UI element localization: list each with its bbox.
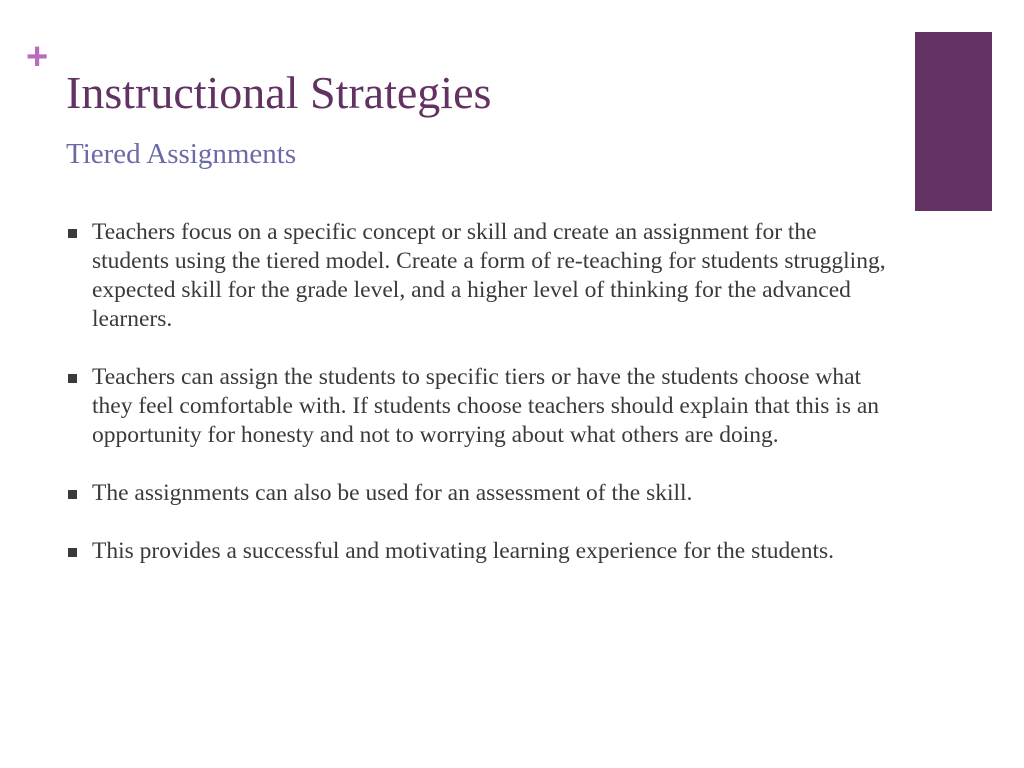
bullet-list	[68, 218, 888, 595]
square-bullet-icon	[68, 490, 77, 499]
slide-subtitle: Tiered Assignments	[66, 138, 297, 170]
bullet-text: This provides a successful and motivating learning experience for the students.	[92, 538, 834, 564]
bullet-item	[68, 218, 888, 334]
bullet-item	[68, 363, 888, 450]
bullet-text: The assignments can also be used for an assessment of the skill.	[92, 480, 693, 506]
accent-bar	[915, 32, 992, 211]
square-bullet-icon	[68, 229, 77, 238]
bullet-text: Teachers can assign the students to specific tiers or have the students choose what they feel comfortable with. If students choose teachers should explain that this is an opportunity for honesty and not to worrying about what others are doing.	[92, 364, 880, 448]
bullet-item	[68, 537, 888, 566]
plus-icon: +	[26, 36, 49, 78]
square-bullet-icon	[68, 374, 77, 383]
square-bullet-icon	[68, 548, 77, 557]
slide-title: Instructional Strategies	[66, 67, 492, 118]
bullet-item	[68, 479, 888, 508]
bullet-text: Teachers focus on a specific concept or skill and create an assignment for the students using the tiered model. Create a form of re-teaching for students struggling, expected skill for the grade level, and a higher level of thinking for the advanced learners.	[92, 219, 886, 332]
